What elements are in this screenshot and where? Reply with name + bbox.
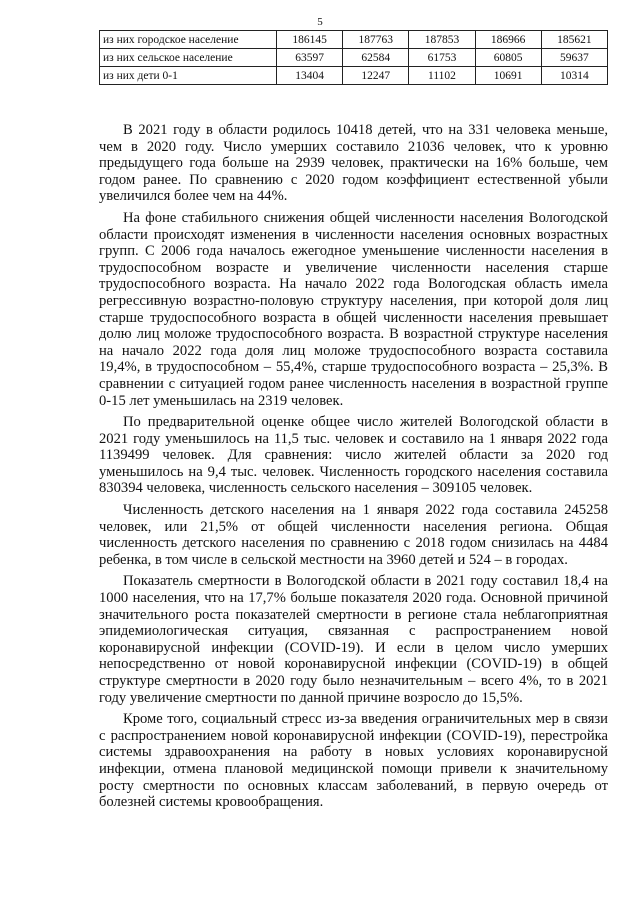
table-cell: 186966: [475, 31, 541, 49]
paragraph-age-structure: На фоне стабильного снижения общей численности населения Вологодской области происходят изменения в численности населения основных возрастных групп. С 2006 года началось ежегодное уменьшение численности населения в трудоспособном возрасте и увеличение численности населения старше трудоспособного возраста. На начало 2022 года Вологодская область имела регрессивную возрастно-половую структуру населения, при которой доля лиц старше трудоспособного возраста в общей численности населения превышает долю лиц моложе трудоспособного возраста. В возрастной структуре населения на начало 2022 года доля лиц моложе трудоспособного возраста составила 19,4%, в трудоспособном – 55,4%, старше трудоспособного возраста – 25,3%. В сравнении с ситуацией годом ранее численность населения в возрастной группе 0-15 лет уменьшилась на 2319 человек.: [99, 209, 608, 409]
table-cell: 59637: [541, 49, 607, 67]
page-number: 5: [317, 16, 323, 28]
paragraph-social-stress: Кроме того, социальный стресс из-за введения ограничительных мер в связи с распространением новой коронавирусной инфекции (COVID-19), перестройка системы здравоохранения на работу в новых условиях коронавирусной инфекции, отмена плановой медицинской помощи привели к значительному росту смертности по основных классам заболеваний, в первую очередь от болезней системы кровообращения.: [99, 711, 608, 811]
population-table: [99, 30, 608, 85]
table-cell: 187763: [343, 31, 409, 49]
table-row: [100, 67, 608, 85]
document-body: [99, 122, 608, 816]
table-cell: 187853: [409, 31, 475, 49]
table-cell: 61753: [409, 49, 475, 67]
row-label: из них городское население: [100, 31, 277, 49]
table-cell: 62584: [343, 49, 409, 67]
paragraph-mortality: Показатель смертности в Вологодской области в 2021 году составил 18,4 на 1000 населения, что на 17,7% больше показателя 2020 года. Основной причиной значительного роста показателей смертности в регионе стала неблагоприятная эпидемиологическая ситуация, связанная с распространением новой коронавирусной инфекции (COVID-19). И если в целом число умерших непосредственно от новой коронавирусной инфекции (COVID-19) в общей структуре смертности в 2020 году было незначительным – всего 4%, то в 2021 году увеличение смертности по данной причине возросло до 15,5%.: [99, 573, 608, 706]
table-cell: 185621: [541, 31, 607, 49]
table-cell: 13404: [277, 67, 343, 85]
row-label: из них дети 0-1: [100, 67, 277, 85]
table-cell: 11102: [409, 67, 475, 85]
table-row: [100, 31, 608, 49]
paragraph-population-estimate: По предварительной оценке общее число жителей Вологодской области в 2021 году уменьшилось на 11,5 тыс. человек и составило на 1 января 2022 года 1139499 человек. Для сравнения: число жителей области за 2020 год уменьшилось на 9,4 тыс. человек. Численность городского населения составила 830394 человека, численность сельского населения – 309105 человек.: [99, 414, 608, 497]
table-row: [100, 49, 608, 67]
table-cell: 60805: [475, 49, 541, 67]
table-cell: 12247: [343, 67, 409, 85]
paragraph-births-deaths: В 2021 году в области родилось 10418 детей, что на 331 человека меньше, чем в 2020 году. Число умерших составило 21036 человек, что к уровню предыдущего года больше на 2939 человек, практически на 16% больше, чем годом ранее. По сравнению с 2020 годом коэффициент естественной убыли увеличился более чем на 44%.: [99, 122, 608, 205]
table-cell: 10314: [541, 67, 607, 85]
table-cell: 186145: [277, 31, 343, 49]
row-label: из них сельское население: [100, 49, 277, 67]
paragraph-child-population: Численность детского населения на 1 января 2022 года составила 245258 человек, или 21,5% от общей численности населения региона. Общая численность детского населения по сравнению с 2018 годом снизилась на 4484 ребенка, в том числе в сельской местности на 3960 детей и 524 – в городах.: [99, 502, 608, 568]
table-cell: 63597: [277, 49, 343, 67]
table-cell: 10691: [475, 67, 541, 85]
